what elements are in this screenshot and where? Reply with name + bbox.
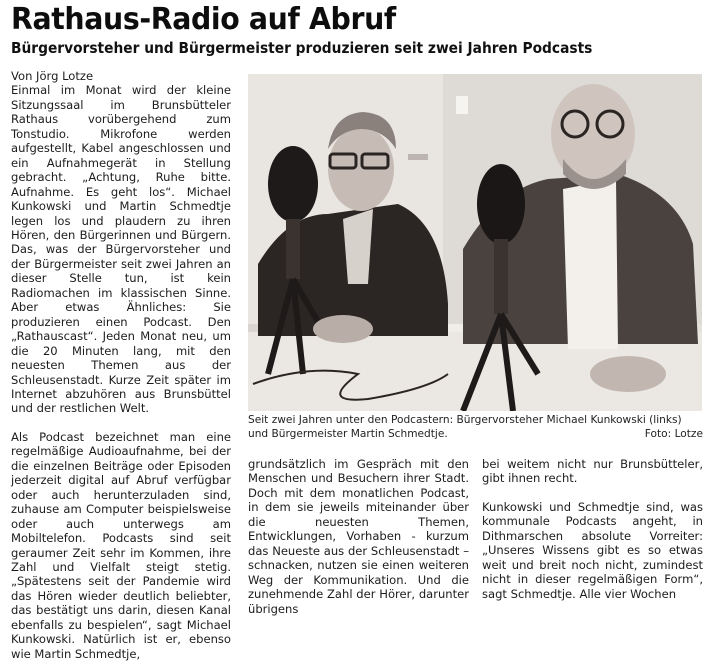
text-column-3 xyxy=(482,457,703,601)
paragraph: Kunkowski und Schmedtje sind, was kommunale Podcasts angeht, in Dithmarschen absolute Vorreiter: „Unseres Wissens gibt es so etwas weit und breit noch nicht, zumindest nicht in dieser regelmäßigen Form“, sagt Schmedtje. Alle vier Wochen xyxy=(482,499,703,601)
paragraph: grundsätzlich im Gespräch mit den Menschen und Besuchern ihrer Stadt. Doch mit dem monatlichen Podcast, in dem sie jeweils miteinander über die neuesten Themen, Entwicklungen, Vorhaben - kurzum das Neueste aus der Schleusenstadt – schnacken, nutzen sie einen weiteren Weg der Kommunikation. Und die zunehmende Zahl der Hörer, darunter übrigens xyxy=(248,457,469,616)
paragraph: Einmal im Monat wird der kleine Sitzungssaal im Brunsbütteler Rathaus vorübergehend zum Tonstudio. Mikrofone werden aufgestellt, Kabel angeschlossen und ein Aufnahmegerät in Stellung gebracht. „Achtung, Ruhe bitte. Aufnahme. Es geht los“. Michael Kunkowski und Martin Schmedtje legen los und plaudern zu ihren Hören, den Bürgerinnen und Bürgern. Das, was der Bürgervorsteher und der Bürgermeister seit zwei Jahren an dieser Stelle tun, ist kein Radiomachen im klassischen Sinne. Aber etwas Ähnliches: Sie produzieren einen Podcast. Den „Rathauscast“. Jeden Monat neu, um die 20 Minuten lang, mit den neuesten Themen aus der Schleusenstadt. Kurze Zeit später im Internet abzuhören aus Brunsbüttel und der restlichen Welt. xyxy=(11,83,231,416)
caption-line-2: und Bürgermeister Martin Schmedtje. xyxy=(248,427,448,440)
subheadline: Bürgervorsteher und Bürgermeister produzieren seit zwei Jahren Podcasts xyxy=(11,39,593,57)
article-photo xyxy=(248,74,702,411)
caption-line-1: Seit zwei Jahren unter den Podcastern: Bürgervorsteher Michael Kunkowski (links) xyxy=(248,414,682,426)
photo-caption xyxy=(248,414,703,441)
photo-podcasters-image xyxy=(248,74,702,411)
paragraph: bei weitem nicht nur Brunsbütteler, gibt ihnen recht. xyxy=(482,457,703,486)
headline: Rathaus-Radio auf Abruf xyxy=(11,2,396,37)
photo-credit: Foto: Lotze xyxy=(644,427,703,440)
text-column-2 xyxy=(248,457,469,616)
paragraph: Als Podcast bezeichnet man eine regelmäßige Audioaufnahme, bei der die einzelnen Beiträge oder Episoden jederzeit digital auf Abruf verfügbar oder auch herunterzuladen sind, zuhause am Computer beispielsweise oder auch unterwegs am Mobiltelefon. Podcasts sind seit geraumer Zeit sehr im Kommen, ihre Zahl und Vielfalt steigt stetig. „Spätestens seit der Pandemie wird das Hören wieder deutlich beliebter, das bestätigt uns darin, diesen Kanal ebenfalls zu bespielen“, sagt Michael Kunkowski. Natürlich ist er, ebenso wie Martin Schmedtje, xyxy=(11,429,231,661)
text-column-1 xyxy=(11,69,231,661)
byline: Von Jörg Lotze xyxy=(11,69,94,83)
